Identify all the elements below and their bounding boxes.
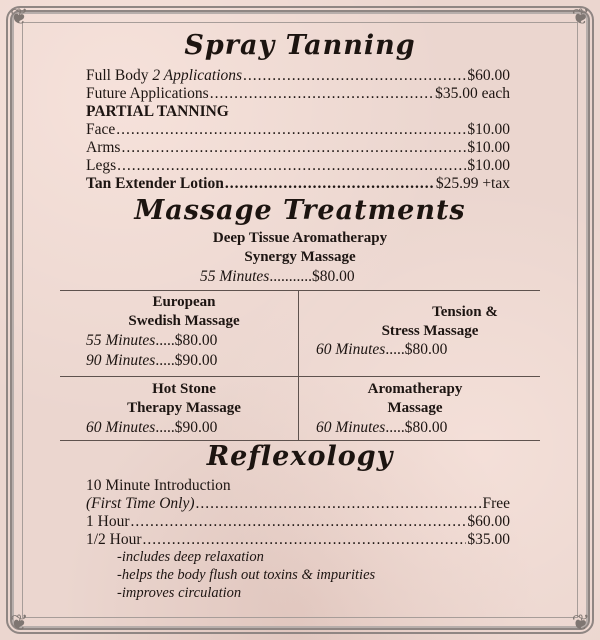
- european-90-row: 90 Minutes.....$90.00: [86, 352, 218, 369]
- one-hour-price: $60.00: [467, 513, 510, 530]
- full-body-label: Full Body: [86, 67, 153, 84]
- first-time-row: [86, 495, 510, 513]
- reflexology-heading: Reflexology: [206, 441, 394, 472]
- deep-tissue-price-row: 55 Minutes...........$80.00: [200, 268, 355, 285]
- deep-tissue-price: $80.00: [311, 268, 355, 285]
- aromatherapy-row: 60 Minutes.....$80.00: [316, 419, 448, 436]
- arms-price: $10.00: [467, 139, 510, 156]
- future-applications-price: $35.00 each: [435, 85, 510, 102]
- grid-divider-middle: [60, 376, 540, 377]
- legs-price: $10.00: [467, 157, 510, 174]
- legs-row: [86, 157, 510, 175]
- grid-divider-vertical: [298, 290, 299, 440]
- tan-extender-label: Tan Extender Lotion: [86, 175, 224, 192]
- face-price: $10.00: [467, 121, 510, 138]
- arms-label: Arms: [86, 139, 121, 156]
- reflexology-intro: 10 Minute Introduction: [86, 477, 231, 494]
- one-hour-label: 1 Hour: [86, 513, 130, 530]
- deep-tissue-title: Deep Tissue Aromatherapy Synergy Massage: [212, 230, 388, 265]
- full-body-price: $60.00: [467, 67, 510, 84]
- reflexology-note: -improves circulation: [117, 585, 242, 601]
- partial-tanning-heading: PARTIAL TANNING: [86, 103, 229, 120]
- hot-stone-title: Hot Stone Therapy Massage: [127, 381, 241, 416]
- first-time-label: (First Time Only): [86, 495, 195, 512]
- corner-flourish-icon: ❦: [10, 610, 29, 635]
- aromatherapy-title: Aromatherapy Massage: [367, 381, 463, 416]
- tan-extender-price: $25.99 +tax: [435, 175, 510, 192]
- spray-tanning-heading: Spray Tanning: [184, 30, 416, 61]
- future-applications-label: Future Applications: [86, 85, 209, 102]
- first-time-price: Free: [482, 495, 510, 512]
- half-hour-label: 1/2 Hour: [86, 531, 142, 548]
- full-body-applications: 2 Applications: [152, 67, 243, 84]
- grid-divider-top: [60, 290, 540, 291]
- face-row: [86, 121, 510, 139]
- one-hour-row: [86, 513, 510, 531]
- corner-flourish-icon: ❦: [571, 4, 590, 29]
- half-hour-row: [86, 531, 510, 549]
- reflexology-note: -helps the body flush out toxins & impurities: [117, 567, 376, 583]
- hot-stone-row: 60 Minutes.....$90.00: [86, 419, 218, 436]
- european-55-row: 55 Minutes.....$80.00: [86, 332, 218, 349]
- legs-label: Legs: [86, 157, 117, 174]
- arms-row: [86, 139, 510, 157]
- tan-extender-row: [86, 175, 510, 193]
- massage-treatments-heading: Massage Treatments: [134, 195, 466, 226]
- tension-stress-row: 60 Minutes.....$80.00: [316, 341, 448, 358]
- corner-flourish-icon: ❦: [10, 4, 29, 29]
- corner-flourish-icon: ❦: [571, 610, 590, 635]
- reflexology-note: -includes deep relaxation: [117, 549, 264, 565]
- future-applications-row: [86, 85, 510, 103]
- european-swedish-title: European Swedish Massage: [128, 294, 240, 329]
- half-hour-price: $35.00: [467, 531, 510, 548]
- full-body-row: [86, 67, 510, 85]
- deep-tissue-duration: 55 Minutes: [200, 268, 270, 285]
- tension-stress-title: Tension & Stress Massage: [381, 304, 498, 339]
- face-label: Face: [86, 121, 116, 138]
